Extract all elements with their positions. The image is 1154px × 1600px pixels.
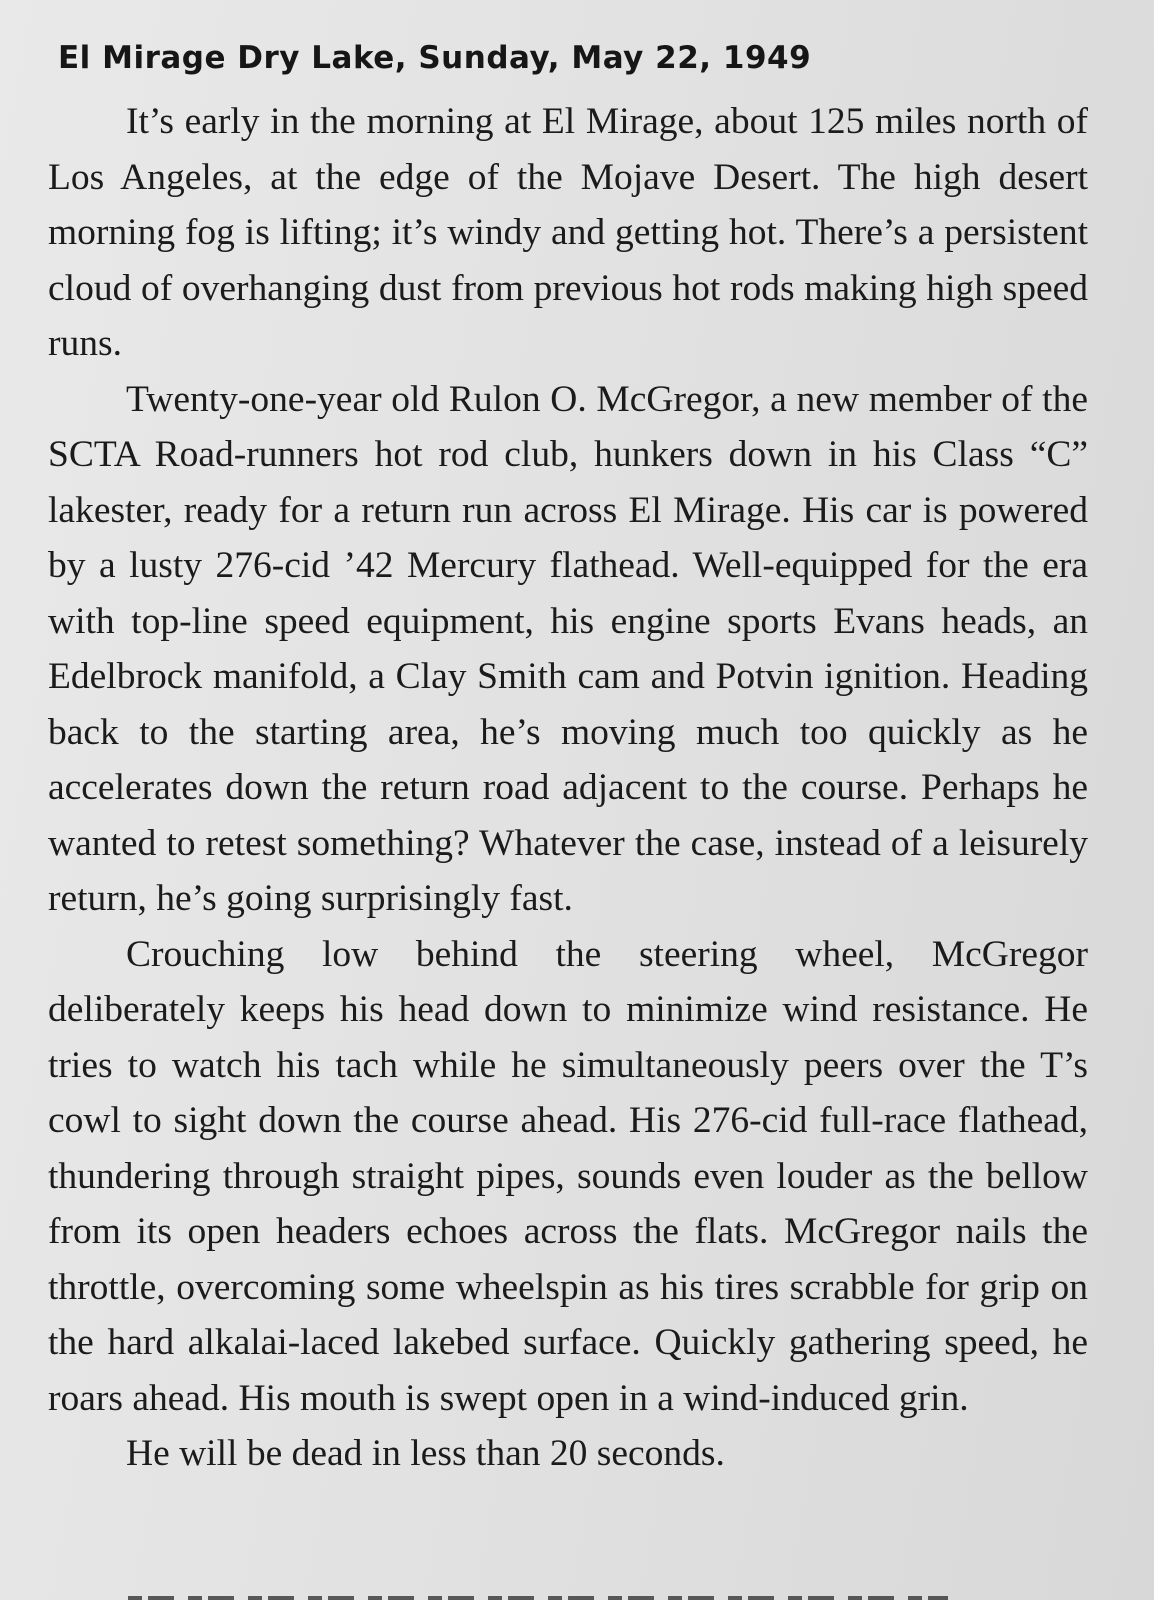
paragraph-3: Crouching low behind the steering wheel, McGregor deliberately keeps his head down to minimize wind resistance. He tries to watch his tach while he simultaneously peers over the T’s cowl to sight down the course ahead. His 276-cid full-race flathead, thundering through straight pipes, sounds even louder as the bellow from its open headers echoes across the flats. McGregor nails the throttle, overcoming some wheelspin as his tires scrabble for grip on the hard alkalai-laced lakebed surface. Quickly gathering speed, he roars ahead. His mouth is swept open in a wind-induced grin. bbox=[48, 933, 1088, 1419]
section-heading: El Mirage Dry Lake, Sunday, May 22, 1949 bbox=[58, 40, 812, 76]
paragraph-4: He will be dead in less than 20 seconds. bbox=[126, 1433, 725, 1474]
body-text bbox=[48, 94, 1088, 1482]
cut-off-text-line bbox=[128, 1582, 948, 1600]
paragraph-2: Twenty-one-year old Rulon O. McGregor, a new member of the SCTA Road-runners hot rod club, hunkers down in his Class “C” lakester, ready for a return run across El Mirage. His car is powered by a lusty 276-cid ’42 Mercury flathead. Well-equipped for the era with top-line speed equipment, his engine sports Evans heads, an Edelbrock manifold, a Clay Smith cam and Potvin ignition. Heading back to the starting area, he’s moving much too quickly as he accelerates down the return road adjacent to the course. Perhaps he wanted to retest something? Whatever the case, instead of a leisurely return, he’s going surprisingly fast. bbox=[48, 378, 1088, 919]
paragraph-1: It’s early in the morning at El Mirage, about 125 miles north of Los Angeles, at the edge of the Mojave Desert. The high desert morning fog is lifting; it’s windy and getting hot. There’s a persistent cloud of overhanging dust from previous hot rods making high speed runs. bbox=[48, 101, 1088, 364]
